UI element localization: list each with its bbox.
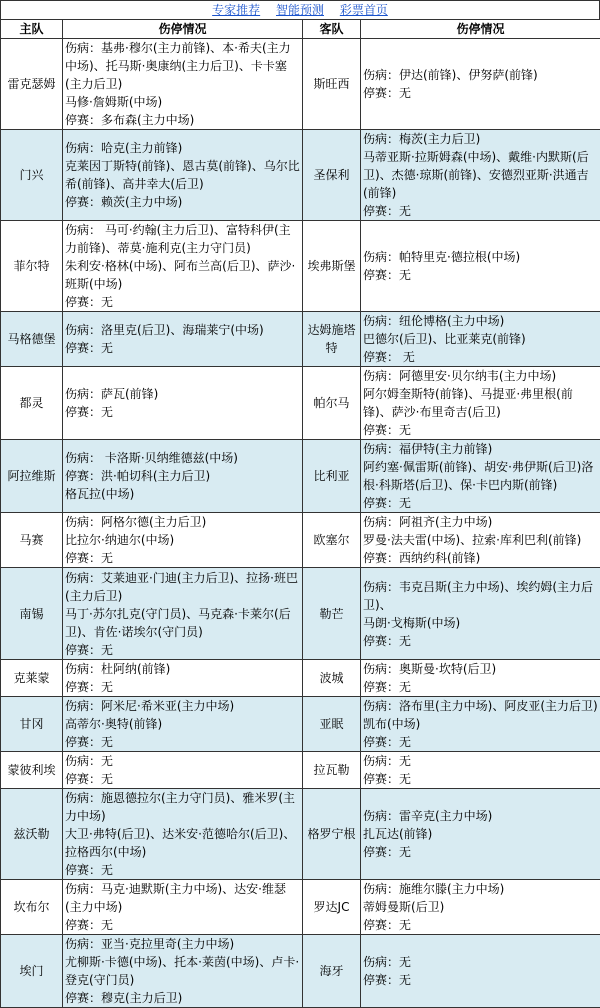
home-injury-cell (63, 221, 303, 312)
injury-line: 伤病： 马可·约翰(主力后卫)、富特科伊(主力前锋)、蒂莫·施利克(主力守门员) (65, 221, 300, 257)
table-row (1, 440, 600, 513)
away-injury-cell (361, 568, 600, 660)
injury-line: 停赛：无 (363, 632, 598, 650)
injury-line: 停赛：穆克(主力后卫) (65, 989, 300, 1007)
away-injury-cell (361, 697, 600, 752)
injury-line: 马丁·苏尔扎克(守门员)、马克森·卡莱尔(后卫)、肯佐·诺埃尔(守门员) (65, 605, 300, 641)
home-injury-cell (63, 130, 303, 221)
injury-line: 停赛：洪·帕切科(主力后卫) (65, 467, 300, 485)
home-team-cell: 马赛 (1, 513, 63, 568)
table-row (1, 367, 600, 440)
away-team-cell: 亚眠 (303, 697, 361, 752)
injury-line: 罗曼·法夫雷(中场)、拉索·库利巴利(前锋) (363, 531, 598, 549)
injury-line: 停赛：无 (363, 733, 598, 751)
injury-line: 停赛：无 (363, 916, 598, 934)
injury-line: 停赛：无 (65, 770, 300, 788)
home-team-cell: 克莱蒙 (1, 660, 63, 697)
home-injury-cell (63, 697, 303, 752)
injury-line: 伤病：伊达(前锋)、伊努萨(前锋) (363, 66, 598, 84)
injury-line: 巴德尔(后卫)、比亚莱克(前锋) (363, 330, 598, 348)
injury-line: 高蒂尔·奥特(前锋) (65, 715, 300, 733)
home-injury-cell (63, 312, 303, 367)
table-row (1, 880, 600, 935)
away-injury-cell (361, 513, 600, 568)
injury-line: 伤病：阿德里安·贝尔纳韦(主力中场) (363, 367, 598, 385)
home-team-cell: 雷克瑟姆 (1, 39, 63, 130)
home-team-cell: 坎布尔 (1, 880, 63, 935)
table-row (1, 513, 600, 568)
injury-line: 停赛：无 (65, 641, 300, 659)
injury-line: 马修·詹姆斯(中场) (65, 93, 300, 111)
injury-line: 伤病：无 (363, 752, 598, 770)
home-injury-cell (63, 660, 303, 697)
injury-line: 伤病：帕特里克·德拉根(中场) (363, 248, 598, 266)
table-header-row (1, 20, 600, 39)
injury-line: 停赛：无 (363, 494, 598, 512)
injury-line: 停赛：无 (363, 421, 598, 439)
injury-line: 停赛：无 (65, 549, 300, 567)
injury-line: 凯布(中场) (363, 715, 598, 733)
injury-line: 马蒂亚斯·拉斯姆森(中场)、戴维·内默斯(后卫)、杰德·琼斯(前锋)、安德烈亚斯·洪通吉(前锋) (363, 148, 598, 202)
away-team-cell: 格罗宁根 (303, 789, 361, 880)
nav-link-lottery-home[interactable]: 彩票首页 (340, 3, 388, 17)
away-team-cell: 斯旺西 (303, 39, 361, 130)
away-injury-cell (361, 39, 600, 130)
away-team-cell: 圣保利 (303, 130, 361, 221)
top-nav (0, 0, 600, 19)
injury-line: 停赛：赖茨(主力中场) (65, 193, 300, 211)
injury-line: 停赛：无 (65, 403, 300, 421)
injury-line: 停赛：无 (363, 266, 598, 284)
home-team-cell: 兹沃勒 (1, 789, 63, 880)
injury-line: 比拉尔·纳迪尔(中场) (65, 531, 300, 549)
injury-line: 伤病：杜阿纳(前锋) (65, 660, 300, 678)
away-injury-cell (361, 752, 600, 789)
table-row (1, 130, 600, 221)
injury-line: 伤病：无 (363, 953, 598, 971)
home-team-cell: 马格德堡 (1, 312, 63, 367)
away-team-cell: 帕尔马 (303, 367, 361, 440)
home-injury-cell (63, 440, 303, 513)
injury-line: 伤病：洛里克(后卫)、海瑞莱宁(中场) (65, 321, 300, 339)
table-row (1, 312, 600, 367)
table-row (1, 752, 600, 789)
injury-line: 尤柳斯·卡德(中场)、托本·莱茵(中场)、卢卡·登克(守门员) (65, 953, 300, 989)
away-team-cell: 埃弗斯堡 (303, 221, 361, 312)
header-away-team: 客队 (303, 20, 361, 39)
injury-line: 停赛：无 (65, 733, 300, 751)
injury-line: 扎瓦达(前锋) (363, 825, 598, 843)
away-injury-cell (361, 130, 600, 221)
injury-line: 停赛：西纳约科(前锋) (363, 549, 598, 567)
injury-line: 停赛：多布森(主力中场) (65, 111, 300, 129)
injury-line: 停赛：无 (363, 971, 598, 989)
away-team-cell: 波城 (303, 660, 361, 697)
injury-line: 伤病： 卡洛斯·贝纳维德兹(中场) (65, 449, 300, 467)
injury-line: 停赛：无 (65, 339, 300, 357)
injury-line: 伤病：阿格尔德(主力后卫) (65, 513, 300, 531)
injury-line: 停赛：无 (65, 916, 300, 934)
away-injury-cell (361, 935, 600, 1008)
home-team-cell: 菲尔特 (1, 221, 63, 312)
home-injury-cell (63, 513, 303, 568)
table-row (1, 221, 600, 312)
table-row (1, 660, 600, 697)
home-team-cell: 南锡 (1, 568, 63, 660)
injury-line: 停赛：无 (363, 84, 598, 102)
away-injury-cell (361, 312, 600, 367)
away-injury-cell (361, 880, 600, 935)
injury-line: 伤病：施恩德拉尔(主力守门员)、雅米罗(主力中场) (65, 789, 300, 825)
home-team-cell: 蒙彼利埃 (1, 752, 63, 789)
injury-line: 格瓦拉(中场) (65, 485, 300, 503)
home-team-cell: 都灵 (1, 367, 63, 440)
injury-line: 停赛：无 (363, 202, 598, 220)
header-away-injury: 伤停情况 (361, 20, 600, 39)
away-team-cell: 拉瓦勒 (303, 752, 361, 789)
home-injury-cell (63, 789, 303, 880)
table-row (1, 568, 600, 660)
injury-line: 停赛： 无 (363, 348, 598, 366)
injury-line: 伤病：纽伦博格(主力中场) (363, 312, 598, 330)
away-team-cell: 欧塞尔 (303, 513, 361, 568)
away-team-cell: 海牙 (303, 935, 361, 1008)
injury-line: 朱利安·格林(中场)、阿布兰高(后卫)、萨沙·班斯(中场) (65, 257, 300, 293)
injury-line: 停赛：无 (363, 843, 598, 861)
away-injury-cell (361, 221, 600, 312)
injury-line: 克莱因丁斯特(前锋)、恩古莫(前锋)、乌尔比希(前锋)、高井幸大(后卫) (65, 157, 300, 193)
table-row (1, 697, 600, 752)
injury-line: 大卫·弗特(后卫)、达米安·范德哈尔(后卫)、拉格西尔(中场) (65, 825, 300, 861)
home-injury-cell (63, 39, 303, 130)
injury-line: 伤病：马克·迪默斯(主力中场)、达安·维瑟(主力中场) (65, 880, 300, 916)
nav-link-expert[interactable]: 专家推荐 (212, 3, 260, 17)
home-injury-cell (63, 752, 303, 789)
injury-line: 阿尔姆奎斯特(前锋)、马提亚·弗里根(前锋)、萨沙·布里奇吉(后卫) (363, 385, 598, 421)
home-team-cell: 门兴 (1, 130, 63, 221)
home-injury-cell (63, 880, 303, 935)
injury-line: 伤病：艾莱迪亚·门迪(主力后卫)、拉扬·班巴(主力后卫) (65, 569, 300, 605)
home-team-cell: 埃门 (1, 935, 63, 1008)
injury-line: 伤病：洛布里(主力中场)、阿皮亚(主力后卫) (363, 697, 598, 715)
injury-line: 停赛：无 (65, 678, 300, 696)
injury-line: 伤病：福伊特(主力前锋) (363, 440, 598, 458)
away-team-cell: 达姆施塔特 (303, 312, 361, 367)
away-team-cell: 比利亚 (303, 440, 361, 513)
injury-line: 伤病：阿祖齐(主力中场) (363, 513, 598, 531)
table-row (1, 39, 600, 130)
injury-line: 伤病：萨瓦(前锋) (65, 385, 300, 403)
header-home-injury: 伤停情况 (63, 20, 303, 39)
injury-line: 伤病：奥斯曼·坎特(后卫) (363, 660, 598, 678)
away-team-cell: 罗达JC (303, 880, 361, 935)
injury-line: 阿约塞·佩雷斯(前锋)、胡安·弗伊斯(后卫)洛根·科斯塔(后卫)、保·卡巴内斯(前锋) (363, 458, 598, 494)
injury-line: 伤病：无 (65, 752, 300, 770)
home-team-cell: 阿拉维斯 (1, 440, 63, 513)
home-injury-cell (63, 935, 303, 1008)
home-injury-cell (63, 568, 303, 660)
injury-line: 伤病：亚当·克拉里奇(主力中场) (65, 935, 300, 953)
injury-table (0, 19, 600, 1008)
injury-line: 停赛：无 (65, 861, 300, 879)
injury-line: 伤病：雷辛克(主力中场) (363, 807, 598, 825)
injury-line: 马朗·戈梅斯(中场) (363, 614, 598, 632)
away-injury-cell (361, 660, 600, 697)
injury-line: 蒂姆曼斯(后卫) (363, 898, 598, 916)
injury-line: 伤病：基弗·穆尔(主力前锋)、本·希夫(主力中场)、托马斯·奥康纳(主力后卫)、卡卡塞(主力后卫) (65, 39, 300, 93)
away-injury-cell (361, 789, 600, 880)
away-injury-cell (361, 440, 600, 513)
table-row (1, 789, 600, 880)
injury-line: 伤病：韦克吕斯(主力中场)、埃约姆(主力后卫)、 (363, 578, 598, 614)
injury-line: 伤病：梅茨(主力后卫) (363, 130, 598, 148)
home-injury-cell (63, 367, 303, 440)
header-home-team: 主队 (1, 20, 63, 39)
away-team-cell: 勒芒 (303, 568, 361, 660)
nav-link-prediction[interactable]: 智能预测 (276, 3, 324, 17)
injury-line: 停赛：无 (363, 770, 598, 788)
injury-line: 伤病：施维尔滕(主力中场) (363, 880, 598, 898)
away-injury-cell (361, 367, 600, 440)
injury-line: 停赛：无 (65, 293, 300, 311)
injury-line: 伤病：哈克(主力前锋) (65, 139, 300, 157)
table-row (1, 935, 600, 1008)
home-team-cell: 甘冈 (1, 697, 63, 752)
injury-line: 伤病：阿米尼·希米亚(主力中场) (65, 697, 300, 715)
injury-line: 停赛：无 (363, 678, 598, 696)
